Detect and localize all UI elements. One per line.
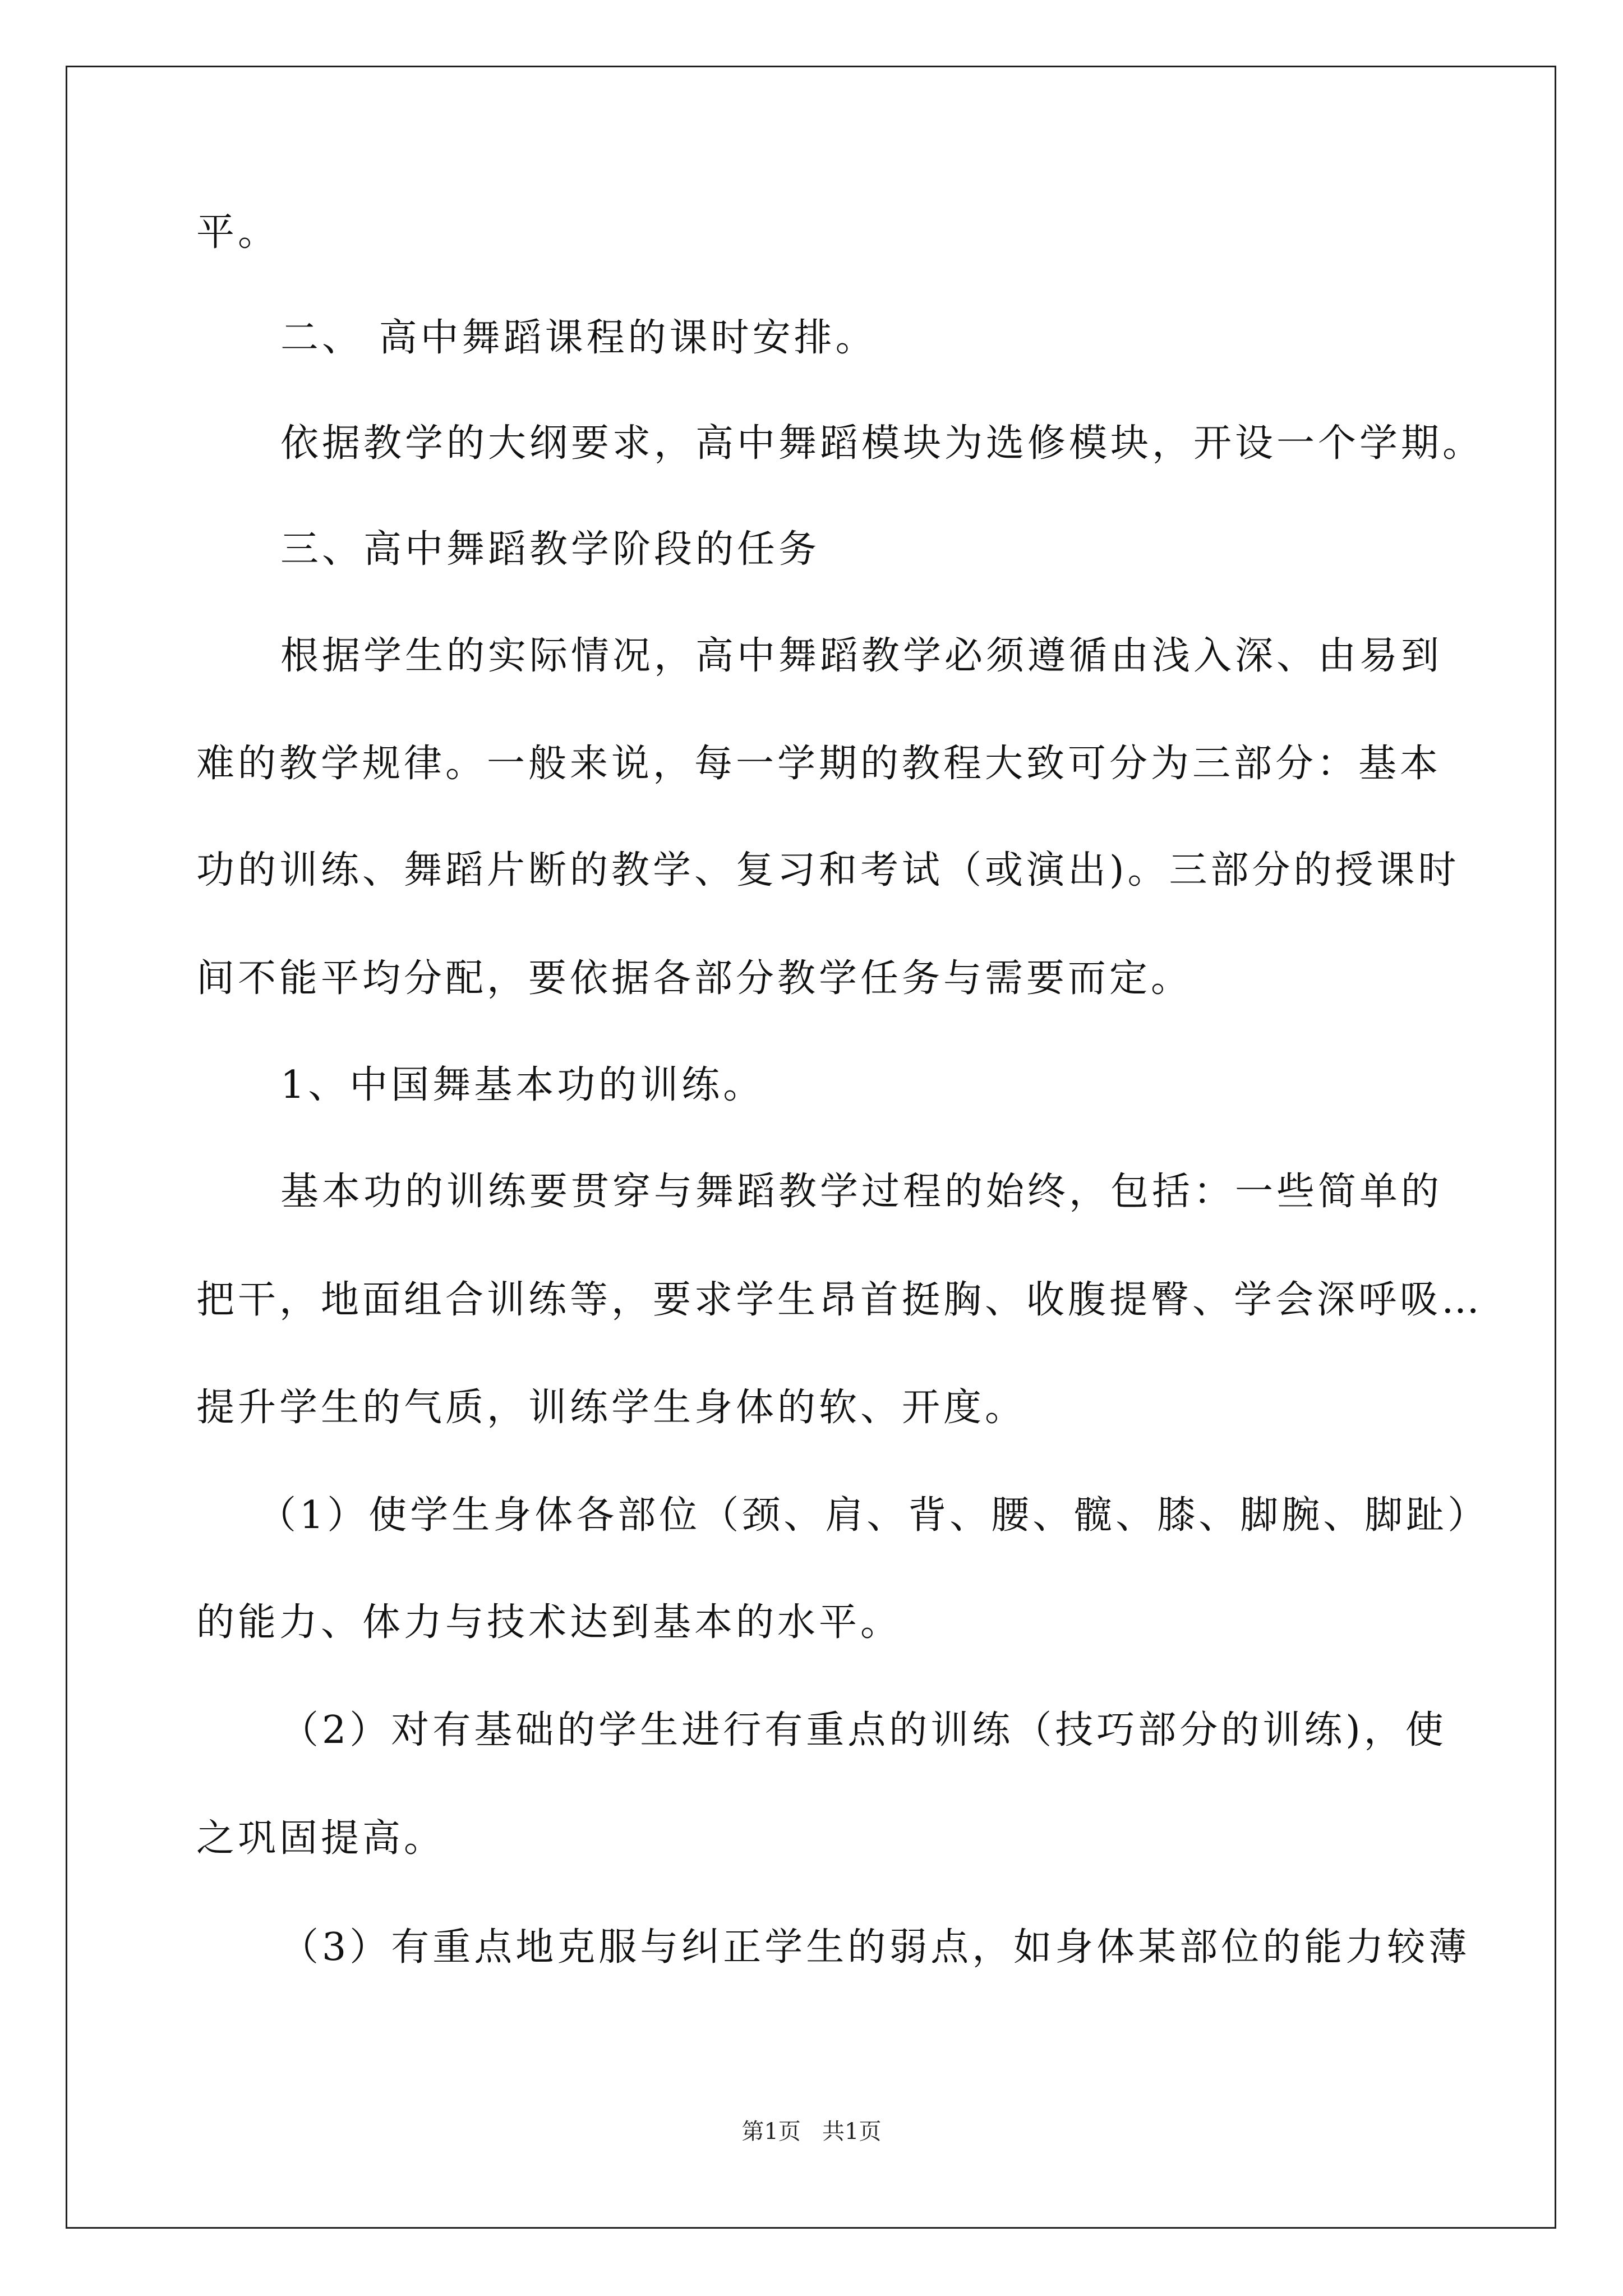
list-item-2-line-2: 之巩固提高。 bbox=[196, 1816, 446, 1861]
list-item-1-line-2: 的能力、体力与技术达到基本的水平。 bbox=[196, 1600, 902, 1645]
text-line-11: 把干，地面组合训练等，要求学生昂首挺胸、收腹提臀、学会深呼吸… bbox=[196, 1278, 1483, 1322]
text-line-8: 间不能平均分配，要依据各部分教学任务与需要而定。 bbox=[196, 956, 1193, 1001]
list-item-3-line-1: （3）有重点地克服与纠正学生的弱点，如身体某部位的能力较薄 bbox=[280, 1925, 1470, 1970]
text-line-7: 功的训练、舞蹈片断的教学、复习和考试（或演出)。三部分的授课时 bbox=[196, 848, 1460, 892]
page-footer: 第1页 共1页 bbox=[741, 2119, 882, 2145]
text-line-3: 依据教学的大纲要求，高中舞蹈模块为选修模块，开设一个学期。 bbox=[280, 421, 1484, 466]
list-item-1-line-1: （1）使学生身体各部位（颈、肩、背、腰、髋、膝、脚腕、脚趾） bbox=[258, 1493, 1490, 1538]
page-border bbox=[66, 66, 1556, 2229]
list-item-2-line-1: （2）对有基础的学生进行有重点的训练（技巧部分的训练)，使 bbox=[280, 1708, 1447, 1752]
text-line-1: 平。 bbox=[196, 210, 280, 255]
subsection-heading-1: 1、中国舞基本功的训练。 bbox=[280, 1063, 765, 1107]
text-line-5: 根据学生的实际情况，高中舞蹈教学必须遵循由浅入深、由易到 bbox=[280, 634, 1443, 678]
section-heading-3: 三、高中舞蹈教学阶段的任务 bbox=[280, 527, 820, 572]
text-line-10: 基本功的训练要贯穿与舞蹈教学过程的始终，包括：一些简单的 bbox=[280, 1170, 1443, 1214]
text-line-6: 难的教学规律。一般来说，每一学期的教程大致可分为三部分：基本 bbox=[196, 742, 1442, 786]
text-line-12: 提升学生的气质，训练学生身体的软、开度。 bbox=[196, 1386, 1027, 1430]
section-heading-2: 二、 高中舞蹈课程的课时安排。 bbox=[280, 316, 877, 360]
